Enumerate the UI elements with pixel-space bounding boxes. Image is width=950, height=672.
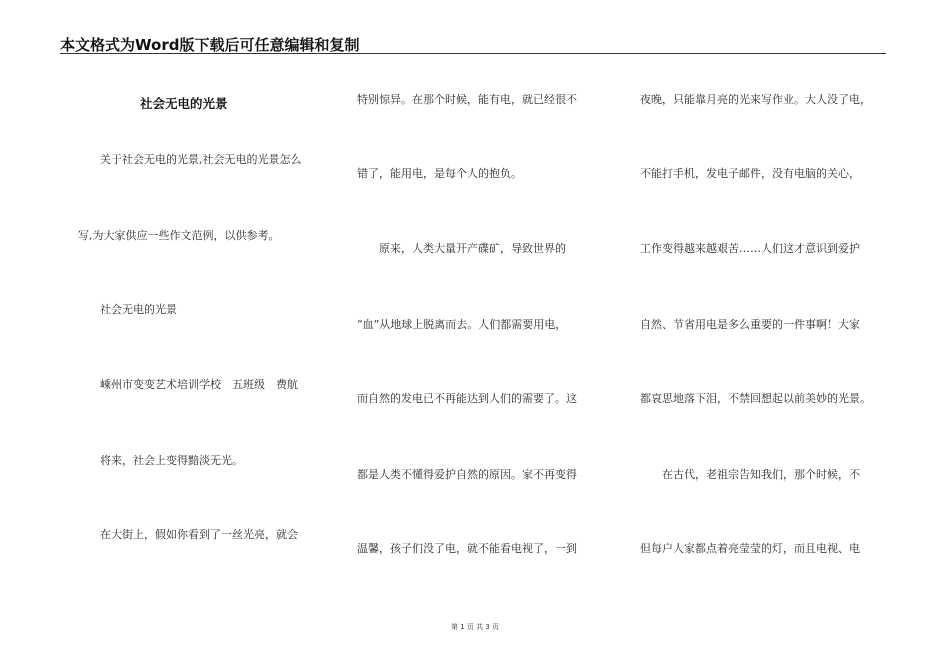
paragraph-line: 但每户人家都点着亮莹莹的灯，而且电视、电: [640, 542, 860, 555]
paragraph-line: 夜晚，只能靠月亮的光来写作业。大人没了电，: [640, 93, 871, 106]
paragraph-line: 都是人类不懂得爱护自然的原因。家不再变得: [357, 468, 577, 481]
article-title: 社会无电的光景: [140, 96, 228, 111]
text-column-2: [357, 0, 619, 620]
paragraph-line: 将来，社会上变得黯淡无光。: [100, 454, 243, 467]
paragraph-line: “血”从地球上脱离而去。人们都需要用电，: [357, 318, 567, 331]
paragraph-line: 在大街上，假如你看到了一丝光亮，就会: [100, 528, 298, 541]
paragraph-line: 写,为大家供应一些作文范例，以供参考。: [78, 229, 280, 242]
paragraph-line: 特别惊异。在那个时候，能有电，就已经很不: [357, 93, 577, 106]
paragraph-line: 错了，能用电，是每个人的抱负。: [357, 167, 522, 180]
paragraph-line: 工作变得越来越艰苦……人们这才意识到爱护: [640, 242, 860, 255]
paragraph-line: 原来，人类大量开产碟矿，导致世界的: [379, 242, 566, 255]
paragraph-line: 社会无电的光景: [100, 303, 177, 316]
paragraph-line: 不能打手机，发电子邮件，没有电脑的关心，: [640, 167, 860, 180]
paragraph-line: 在古代，老祖宗告知我们，那个时候，不: [662, 468, 860, 481]
paragraph-line: 都哀思地落下泪，不禁回想起以前美妙的光景。: [640, 392, 871, 405]
paragraph-line: 嵊州市变变艺术培训学校 五班级 费航: [100, 378, 298, 391]
paragraph-line: 温馨，孩子们没了电，就不能看电视了，一到: [357, 542, 577, 555]
paragraph-line: 关于社会无电的光景,社会无电的光景怎么: [100, 153, 302, 166]
paragraph-line: 自然、节省用电是多么重要的一件事啊！大家: [640, 318, 860, 331]
paragraph-line: 而自然的发电已不再能达到人们的需要了。这: [357, 392, 577, 405]
text-column-3: [640, 0, 890, 620]
text-column-1: [78, 0, 333, 620]
page-number-footer: 第 1 页 共 3 页: [450, 623, 500, 631]
document-header-title: 本文格式为Word版下载后可任意编辑和复制: [60, 36, 360, 54]
